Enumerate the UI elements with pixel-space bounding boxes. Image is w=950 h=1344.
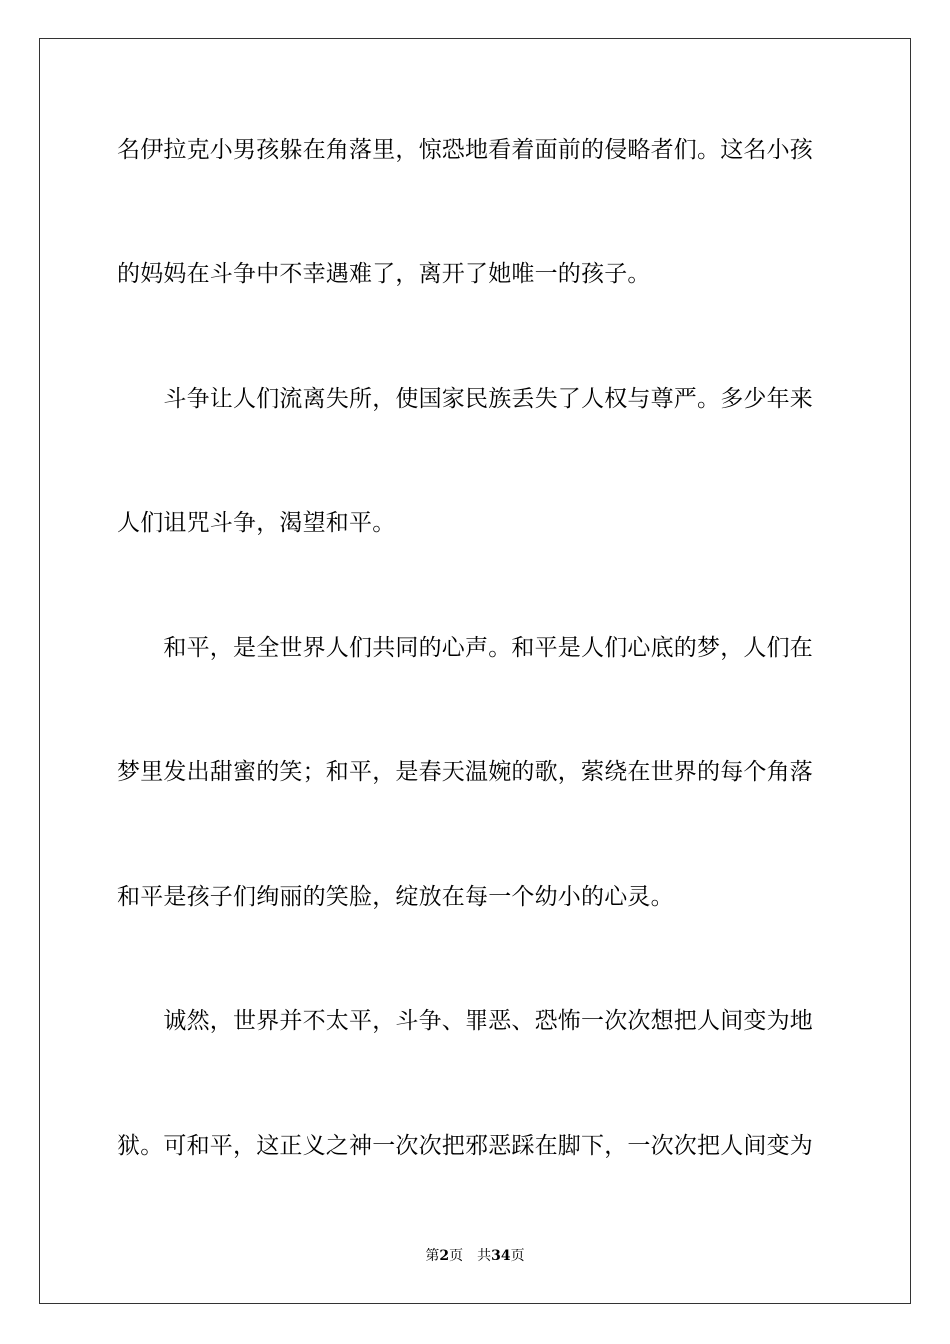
page-number-prefix: 第 (425, 1248, 440, 1264)
text-line: 和平是孩子们绚丽的笑脸，绽放在每一个幼小的心灵。 (117, 884, 674, 910)
text-line: 的妈妈在斗争中不幸遇难了，离开了她唯一的孩子。 (117, 261, 651, 287)
page-total-prefix: 共 (477, 1248, 492, 1264)
page-total-suffix: 页 (510, 1248, 525, 1264)
text-line: 人们诅咒斗争，渴望和平。 (117, 510, 396, 536)
page-number-current: 2 (439, 1248, 450, 1264)
text-line: 和平，是全世界人们共同的心声。和平是人们心底的梦，人们在 (117, 635, 813, 661)
page-border (39, 38, 911, 1304)
page-number-suffix: 页 (449, 1248, 464, 1264)
page-footer (0, 1247, 950, 1265)
text-line: 梦里发出甜蜜的笑；和平，是春天温婉的歌，萦绕在世界的每个角落 (117, 759, 813, 785)
text-line: 狱。可和平，这正义之神一次次把邪恶踩在脚下，一次次把人间变为 (117, 1133, 813, 1159)
text-line: 名伊拉克小男孩躲在角落里，惊恐地看着面前的侵略者们。这名小孩 (117, 137, 813, 163)
page-total-count: 34 (491, 1248, 511, 1264)
text-line: 诚然，世界并不太平，斗争、罪恶、恐怖一次次想把人间变为地 (117, 1008, 813, 1034)
text-line: 斗争让人们流离失所，使国家民族丢失了人权与尊严。多少年来 (117, 386, 813, 412)
